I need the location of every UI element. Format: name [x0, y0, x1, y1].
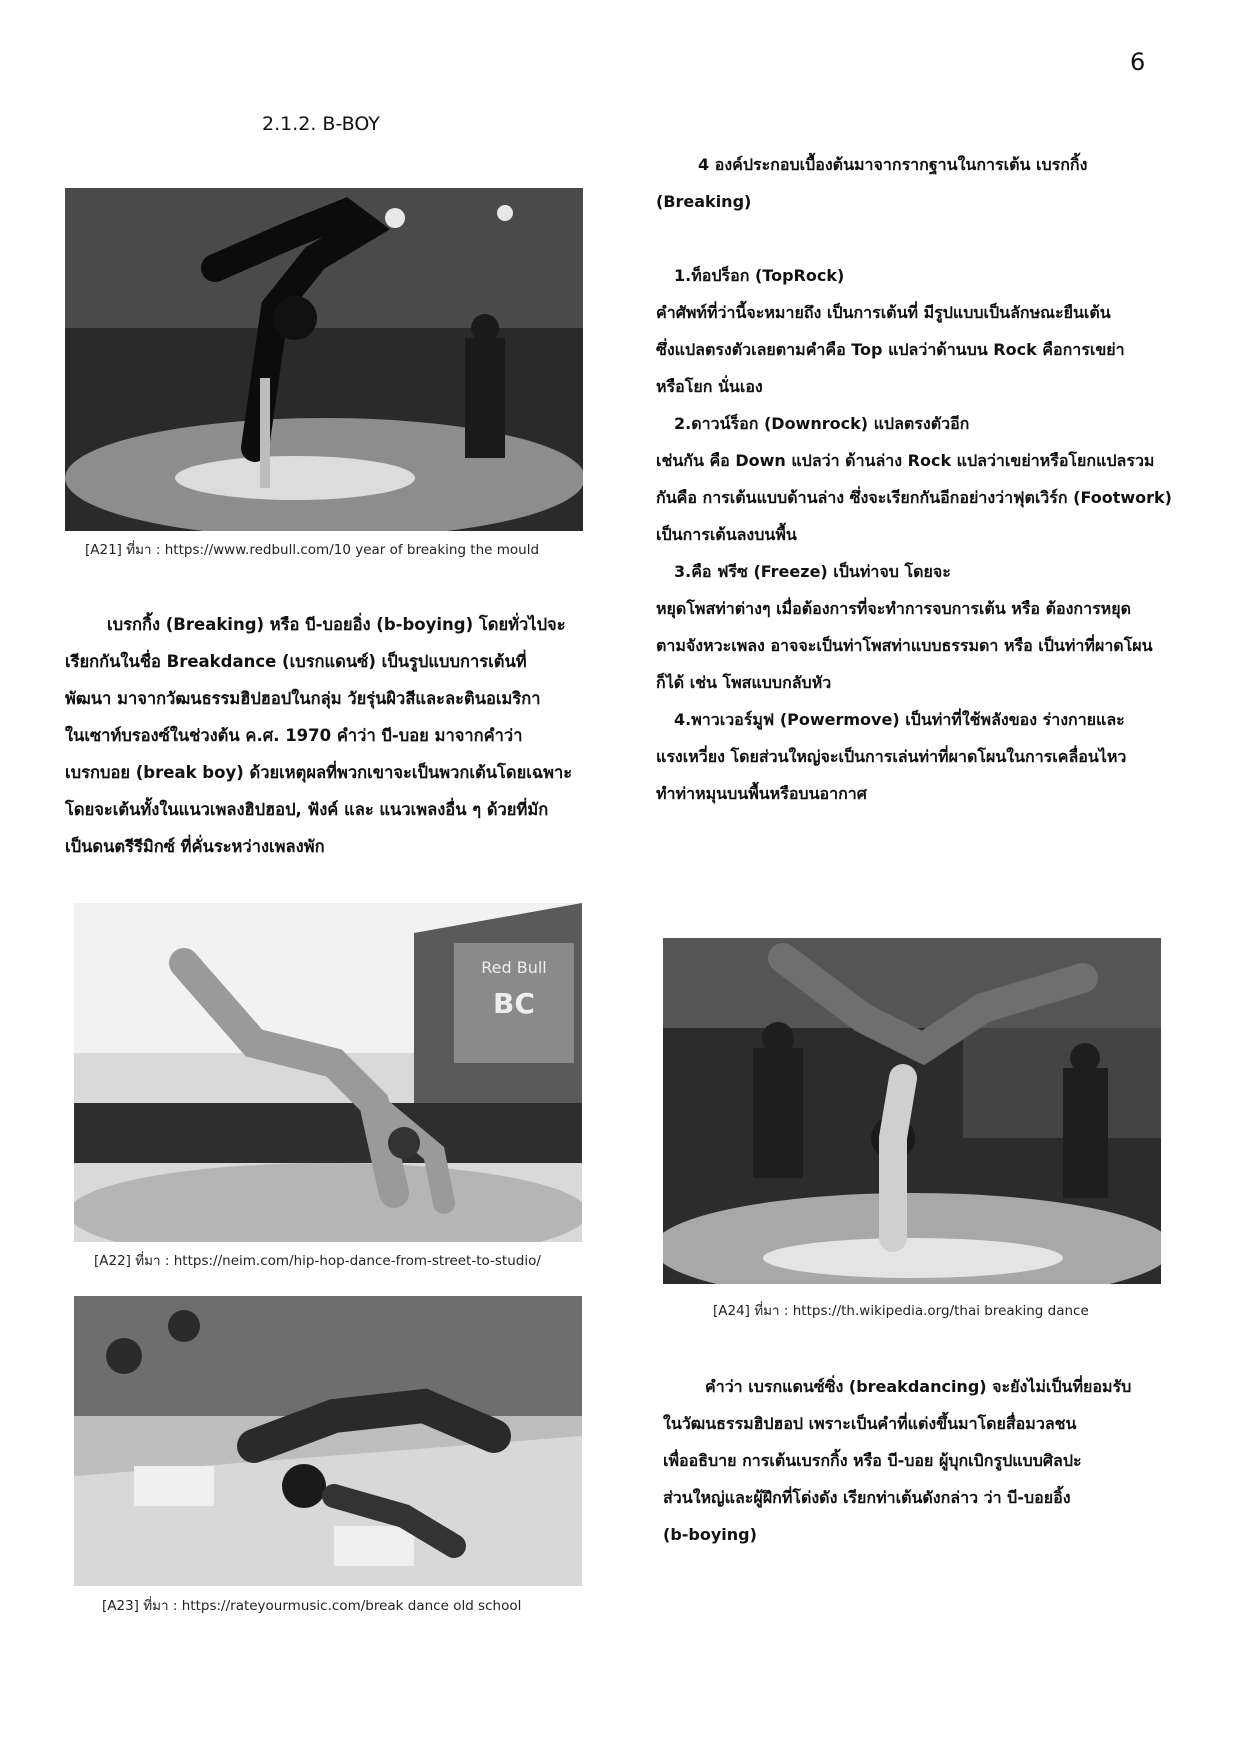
element-text: ซึ่งแปลตรงตัวเลยตามคำคือ Top แปลว่าด้านบน Rock คือการเขย่า — [656, 340, 1125, 359]
elements-intro-line: 4 องค์ประกอบเบื้องต้นมาจากรากฐานในการเต้น เบรกกิ้ง — [698, 155, 1088, 174]
element-text: แรงเหวี่ยง โดยส่วนใหญ่จะเป็นการเล่นท่าที่ผาดโผนในการเคลื่อนไหว — [656, 747, 1127, 766]
paragraph-line: เบรกกิ้ง (Breaking) หรือ บี-บอยอิ่ง (b-boying) โดยทั่วไปจะ — [107, 615, 566, 634]
element-heading: 3.คือ ฟรีซ (Freeze) เป็นท่าจบ โดยจะ — [674, 562, 951, 581]
caption-a24: [A24] ที่มา : https://th.wikipedia.org/thai breaking dance — [713, 1303, 1089, 1319]
paragraph-line: พัฒนา มาจากวัฒนธรรมฮิปฮอปในกลุ่ม วัยรุ่นผิวสีและละตินอเมริกา — [65, 689, 541, 708]
paragraph-line: ในเซาท์บรองซ์ในช่วงต้น ค.ศ. 1970 คำว่า บี-บอย มาจากคำว่า — [65, 726, 523, 745]
element-text: กันคือ การเต้นแบบด้านล่าง ซึ่งจะเรียกกันอีกอย่างว่าฟุตเวิร์ก (Footwork) — [656, 488, 1172, 507]
breakdancer-stage-freeze-illustration — [663, 938, 1161, 1284]
element-text: ตามจังหวะเพลง อาจจะเป็นท่าโพสท่าแบบธรรมดา หรือ เป็นท่าที่ผาดโผน — [656, 636, 1153, 655]
paragraph-line: เบรกบอย (break boy) ด้วยเหตุผลที่พวกเขาจะเป็นพวกเต้นโดยเฉพาะ — [65, 763, 573, 782]
page-number: 6 — [1130, 48, 1146, 76]
breakdancing-term-paragraph — [663, 1368, 1183, 1553]
photo-a21 — [65, 188, 583, 531]
element-text: เช่นกัน คือ Down แปลว่า ด้านล่าง Rock แปลว่าเขย่าหรือโยกแปลรวม — [656, 451, 1155, 470]
street-breakdance-illustration — [74, 1296, 582, 1586]
paragraph-line: (b-boying) — [663, 1525, 757, 1544]
section-title: 2.1.2. B-BOY — [262, 113, 380, 135]
elements-intro-line: (Breaking) — [656, 192, 752, 211]
paragraph-line: คำว่า เบรกแดนซ์ซิ่ง (breakdancing) จะยังไม่เป็นที่ยอมรับ — [705, 1377, 1132, 1396]
caption-a21: [A21] ที่มา : https://www.redbull.com/10 year of breaking the mould — [85, 542, 540, 558]
paragraph-line: เรียกกันในชื่อ Breakdance (เบรกแดนซ์) เป็นรูปแบบการเต้นที่ — [65, 652, 527, 671]
photo-a23 — [74, 1296, 582, 1586]
element-heading: 2.ดาวน์ร็อก (Downrock) แปลตรงตัวอีก — [674, 414, 970, 433]
svg-text:Red Bull: Red Bull — [481, 958, 547, 977]
element-text: หยุดโพสท่าต่างๆ เมื่อต้องการที่จะทำการจบการเต้น หรือ ต้องการหยุด — [656, 599, 1131, 618]
svg-text:BC: BC — [493, 987, 535, 1020]
breakdancer-bridge-illustration — [74, 903, 582, 1242]
element-text: เป็นการเต้นลงบนพื้น — [656, 525, 797, 544]
element-text: คำศัพท์ที่ว่านี้จะหมายถึง เป็นการเต้นที่ มีรูปแบบเป็นลักษณะยืนเต้น — [656, 303, 1111, 322]
element-text: ก็ได้ เช่น โพสแบบกลับหัว — [656, 673, 832, 692]
element-text: ทำท่าหมุนบนพื้นหรือบนอากาศ — [656, 784, 867, 803]
caption-a22: [A22] ที่มา : https://neim.com/hip-hop-dance-from-street-to-studio/ — [94, 1253, 541, 1269]
paragraph-line: เพื่ออธิบาย การเต้นเบรกกิ้ง หรือ บี-บอย ผู้บุกเบิกรูปแบบศิลปะ — [663, 1451, 1082, 1470]
element-heading: 4.พาวเวอร์มูฟ (Powermove) เป็นท่าที่ใช้พลังของ ร่างกายและ — [674, 710, 1125, 729]
paragraph-line: ส่วนใหญ่และผู้ฝึกที่โด่งดัง เรียกท่าเต้นดังกล่าว ว่า บี-บอยอิ้ง — [663, 1488, 1071, 1507]
paragraph-line: ในวัฒนธรรมฮิปฮอป เพราะเป็นคำที่แต่งขึ้นมาโดยสื่อมวลชน — [663, 1414, 1077, 1433]
paragraph-line: โดยจะเต้นทั้งในแนวเพลงฮิปฮอป, ฟังค์ และ แนวเพลงอื่น ๆ ด้วยที่มัก — [65, 800, 549, 819]
intro-paragraph — [65, 606, 605, 865]
photo-a24 — [663, 938, 1161, 1284]
element-text: หรือโยก นั่นเอง — [656, 377, 763, 396]
paragraph-line: เป็นดนตรีรีมิกซ์ ที่คั่นระหว่างเพลงพัก — [65, 837, 325, 856]
caption-a23: [A23] ที่มา : https://rateyourmusic.com/break dance old school — [102, 1598, 522, 1614]
breakdancer-freeze-illustration — [65, 188, 583, 531]
element-heading: 1.ท็อปร็อก (TopRock) — [674, 266, 845, 285]
photo-a22 — [74, 903, 582, 1242]
elements-list — [656, 146, 1176, 812]
